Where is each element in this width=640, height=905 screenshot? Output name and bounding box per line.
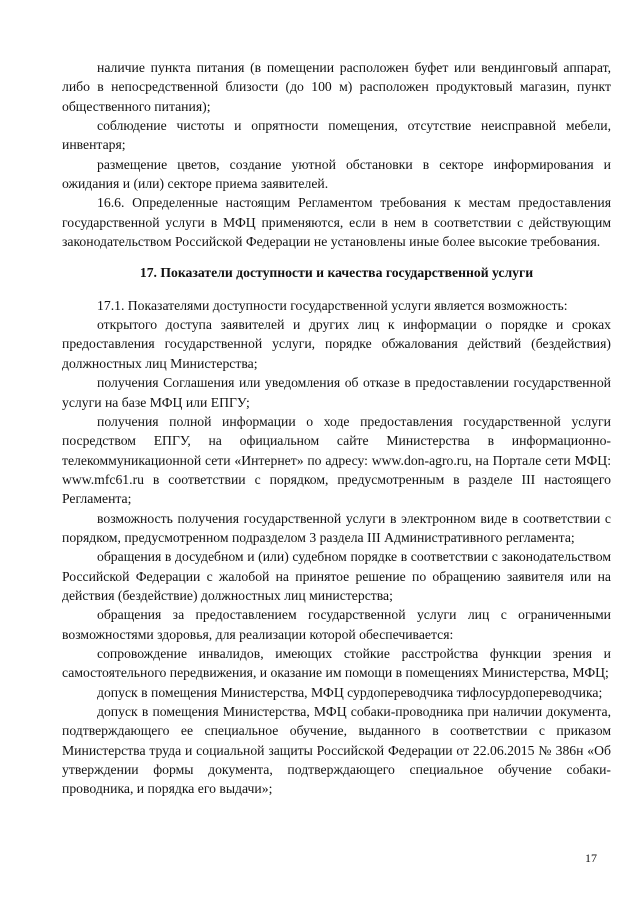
paragraph: возможность получения государственной услуги в электронном виде в соответствии с порядком, предусмотренном подразделом 3 раздела III Административного регламента; [62,510,611,545]
paragraph: допуск в помещения Министерства, МФЦ собаки-проводника при наличии документа, подтверждающего ее специальное обучение, выданного в соответствии с приказом Министерства труда и социальной защиты Российской Федерации от 22.06.2015 № 386н «Об утверждении формы документа, подтверждающего специальное обучение собаки-проводника, и порядка его выдачи»; [62,704,611,797]
paragraph: 16.6. Определенные настоящим Регламентом требования к местам предоставления государственной услуги в МФЦ применяются, если в нем в соответствии с действующим законодательством Российской Федерации не установлены иные более высокие требования. [62,195,611,250]
paragraph: допуск в помещения Министерства, МФЦ сурдопереводчика тифлосурдопереводчика; [97,684,603,700]
paragraph: обращения в досудебном и (или) судебном порядке в соответствии с законодательством Российской Федерации с жалобой на принятое решение по обращению заявителя или на действия (бездействие) должностных лиц министерства; [62,549,611,603]
paragraph: наличие пункта питания (в помещении расположен буфет или вендинговый аппарат, либо в непосредственной близости (до 100 м) расположен продуктовый магазин, пункт общественного питания); [62,60,611,114]
paragraph: сопровождение инвалидов, имеющих стойкие расстройства функции зрения и самостоятельного передвижения, и оказание им помощи в помещениях Министерства, МФЦ; [62,645,611,681]
document-page [62,58,611,799]
paragraph: 17.1. Показателями доступности государственной услуги является возможность: [97,297,568,313]
page-number: 17 [585,851,597,865]
paragraph: размещение цветов, создание уютной обстановки в секторе информирования и ожидания и (или) секторе приема заявителей. [62,156,611,192]
paragraph: получения Соглашения или уведомления об отказе в предоставлении государственной услуги на базе МФЦ или ЕПГУ; [62,375,611,410]
paragraph: открытого доступа заявителей и других лиц к информации о порядке и сроках предоставления государственной услуги, порядке обжалования действий (бездействия) должностных лиц Министерства; [62,317,611,371]
paragraph: соблюдение чистоты и опрятности помещения, отсутствие неисправной мебели, инвентаря; [62,118,611,153]
paragraph: получения полной информации о ходе предоставления государственной услуги посредством ЕПГУ, на официальном сайте Министерства в информационно-телекоммуникационной сети «Интернет» по адресу: www.don-agro.ru, на Портале сети МФЦ: www.mfc61.ru в соответствии с порядком, предусмотренным в разделе III настоящего Регламента; [62,413,611,507]
paragraph: обращения за предоставлением государственной услуги лиц с ограниченными возможностями здоровья, для реализации которой обеспечивается: [62,607,611,642]
section-heading: 17. Показатели доступности и качества государственной услуги [139,265,534,281]
